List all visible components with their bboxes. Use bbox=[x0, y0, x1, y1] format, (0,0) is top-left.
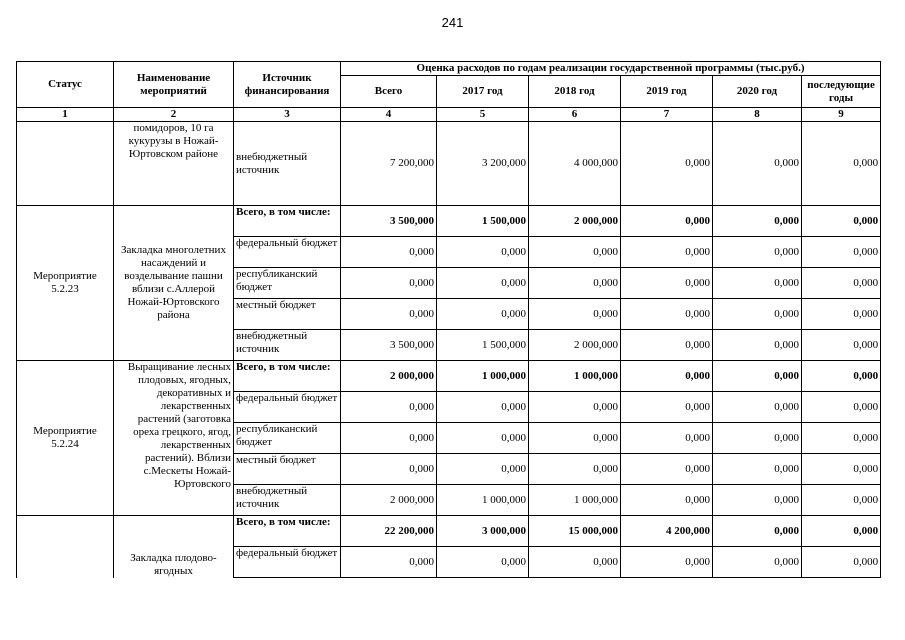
value-cell: 1 000,000 bbox=[529, 485, 621, 516]
table-row bbox=[17, 516, 881, 547]
value-cell: 0,000 bbox=[621, 237, 713, 268]
value-cell: 1 000,000 bbox=[529, 361, 621, 392]
header-total: Всего bbox=[341, 76, 437, 108]
value-cell: 0,000 bbox=[713, 454, 802, 485]
value-cell: 22 200,000 bbox=[341, 516, 437, 547]
value-cell: 0,000 bbox=[802, 206, 881, 237]
value-cell: 0,000 bbox=[621, 454, 713, 485]
table-row bbox=[17, 206, 881, 237]
status-cell bbox=[17, 516, 114, 578]
value-cell: 2 000,000 bbox=[529, 206, 621, 237]
value-cell: 0,000 bbox=[341, 268, 437, 299]
budget-table bbox=[16, 61, 881, 578]
value-cell: 0,000 bbox=[713, 485, 802, 516]
value-cell: 3 500,000 bbox=[341, 206, 437, 237]
colnum-cell: 4 bbox=[341, 108, 437, 122]
table-row bbox=[17, 122, 881, 206]
page-number: 241 bbox=[441, 15, 464, 30]
value-cell: 3 000,000 bbox=[437, 516, 529, 547]
header-2019: 2019 год bbox=[621, 76, 713, 108]
value-cell: 0,000 bbox=[529, 392, 621, 423]
header-2018: 2018 год bbox=[529, 76, 621, 108]
value-cell: 7 200,000 bbox=[341, 122, 437, 206]
value-cell: 0,000 bbox=[621, 299, 713, 330]
value-cell: 0,000 bbox=[713, 392, 802, 423]
status-cell bbox=[17, 122, 114, 206]
value-cell: 0,000 bbox=[621, 268, 713, 299]
value-cell: 0,000 bbox=[437, 237, 529, 268]
value-cell: 0,000 bbox=[621, 423, 713, 454]
value-cell: 0,000 bbox=[341, 392, 437, 423]
value-cell: 0,000 bbox=[802, 485, 881, 516]
value-cell: 0,000 bbox=[437, 299, 529, 330]
value-cell: 0,000 bbox=[621, 206, 713, 237]
value-cell: 0,000 bbox=[713, 330, 802, 361]
event-name-cell: Выращивание лесных плодовых, ягодных, декоративных и лекарственных растений (заготовка ореха грецкого, ягод, лекарственных растений). Вблизи с.Мескеты Ножай-Юртовского bbox=[114, 361, 234, 516]
value-cell: 0,000 bbox=[529, 299, 621, 330]
value-cell: 0,000 bbox=[529, 423, 621, 454]
colnum-cell: 7 bbox=[621, 108, 713, 122]
status-cell: Мероприятие 5.2.23 bbox=[17, 206, 114, 361]
value-cell: 0,000 bbox=[437, 547, 529, 578]
value-cell: 0,000 bbox=[621, 485, 713, 516]
value-cell: 0,000 bbox=[621, 330, 713, 361]
value-cell: 0,000 bbox=[621, 392, 713, 423]
value-cell: 0,000 bbox=[802, 268, 881, 299]
value-cell: 0,000 bbox=[802, 237, 881, 268]
value-cell: 0,000 bbox=[341, 547, 437, 578]
value-cell: 0,000 bbox=[713, 423, 802, 454]
source-cell: внебюджетный источник bbox=[234, 122, 341, 206]
value-cell: 0,000 bbox=[802, 330, 881, 361]
value-cell: 0,000 bbox=[802, 423, 881, 454]
value-cell: 0,000 bbox=[713, 122, 802, 206]
value-cell: 0,000 bbox=[713, 516, 802, 547]
value-cell: 1 000,000 bbox=[437, 485, 529, 516]
colnum-cell: 1 bbox=[17, 108, 114, 122]
source-cell: местный бюджет bbox=[234, 454, 341, 485]
source-cell: республиканский бюджет bbox=[234, 423, 341, 454]
value-cell: 0,000 bbox=[529, 268, 621, 299]
colnum-cell: 8 bbox=[713, 108, 802, 122]
colnum-cell: 3 bbox=[234, 108, 341, 122]
value-cell: 0,000 bbox=[529, 454, 621, 485]
value-cell: 0,000 bbox=[713, 206, 802, 237]
value-cell: 0,000 bbox=[341, 237, 437, 268]
value-cell: 0,000 bbox=[713, 299, 802, 330]
colnum-cell: 9 bbox=[802, 108, 881, 122]
header-2017: 2017 год bbox=[437, 76, 529, 108]
value-cell: 0,000 bbox=[802, 392, 881, 423]
event-name-cell: помидоров, 10 га кукурузы в Ножай-Юртовском районе bbox=[114, 122, 234, 206]
value-cell: 0,000 bbox=[341, 299, 437, 330]
source-cell: федеральный бюджет bbox=[234, 392, 341, 423]
header-later-years: последующие годы bbox=[802, 76, 881, 108]
value-cell: 0,000 bbox=[529, 237, 621, 268]
source-cell: местный бюджет bbox=[234, 299, 341, 330]
value-cell: 0,000 bbox=[802, 122, 881, 206]
source-cell: республиканский бюджет bbox=[234, 268, 341, 299]
source-cell: федеральный бюджет bbox=[234, 547, 341, 578]
event-name-cell: Закладка плодово-ягодных bbox=[114, 516, 234, 578]
event-name-cell: Закладка многолетних насаждений и возделывание пашни вблизи с.Аллерой Ножай-Юртовского района bbox=[114, 206, 234, 361]
value-cell: 2 000,000 bbox=[529, 330, 621, 361]
value-cell: 0,000 bbox=[341, 454, 437, 485]
value-cell: 0,000 bbox=[802, 299, 881, 330]
source-cell: Всего, в том числе: bbox=[234, 206, 341, 237]
header-status: Статус bbox=[17, 62, 114, 108]
value-cell: 0,000 bbox=[437, 268, 529, 299]
header-source: Источник финансирования bbox=[234, 62, 341, 108]
source-cell: Всего, в том числе: bbox=[234, 361, 341, 392]
source-cell: Всего, в том числе: bbox=[234, 516, 341, 547]
value-cell: 4 000,000 bbox=[529, 122, 621, 206]
source-cell: внебюджетный источник bbox=[234, 330, 341, 361]
header-name: Наименование мероприятий bbox=[114, 62, 234, 108]
header-expenses-group: Оценка расходов по годам реализации государственной программы (тыс.руб.) bbox=[341, 62, 881, 76]
value-cell: 0,000 bbox=[341, 423, 437, 454]
value-cell: 0,000 bbox=[437, 392, 529, 423]
value-cell: 0,000 bbox=[713, 237, 802, 268]
value-cell: 0,000 bbox=[713, 547, 802, 578]
value-cell: 0,000 bbox=[621, 547, 713, 578]
value-cell: 0,000 bbox=[802, 547, 881, 578]
value-cell: 2 000,000 bbox=[341, 361, 437, 392]
source-cell: внебюджетный источник bbox=[234, 485, 341, 516]
value-cell: 3 200,000 bbox=[437, 122, 529, 206]
value-cell: 0,000 bbox=[437, 454, 529, 485]
value-cell: 15 000,000 bbox=[529, 516, 621, 547]
value-cell: 0,000 bbox=[713, 268, 802, 299]
value-cell: 0,000 bbox=[713, 361, 802, 392]
value-cell: 1 500,000 bbox=[437, 330, 529, 361]
value-cell: 0,000 bbox=[529, 547, 621, 578]
value-cell: 0,000 bbox=[802, 454, 881, 485]
value-cell: 1 000,000 bbox=[437, 361, 529, 392]
source-cell: федеральный бюджет bbox=[234, 237, 341, 268]
value-cell: 4 200,000 bbox=[621, 516, 713, 547]
value-cell: 0,000 bbox=[621, 361, 713, 392]
value-cell: 2 000,000 bbox=[341, 485, 437, 516]
table-row bbox=[17, 361, 881, 392]
colnum-cell: 6 bbox=[529, 108, 621, 122]
value-cell: 1 500,000 bbox=[437, 206, 529, 237]
value-cell: 3 500,000 bbox=[341, 330, 437, 361]
value-cell: 0,000 bbox=[437, 423, 529, 454]
value-cell: 0,000 bbox=[802, 516, 881, 547]
colnum-cell: 5 bbox=[437, 108, 529, 122]
status-cell: Мероприятие 5.2.24 bbox=[17, 361, 114, 516]
value-cell: 0,000 bbox=[802, 361, 881, 392]
column-numbers-row bbox=[17, 108, 881, 122]
header-2020: 2020 год bbox=[713, 76, 802, 108]
value-cell: 0,000 bbox=[621, 122, 713, 206]
colnum-cell: 2 bbox=[114, 108, 234, 122]
